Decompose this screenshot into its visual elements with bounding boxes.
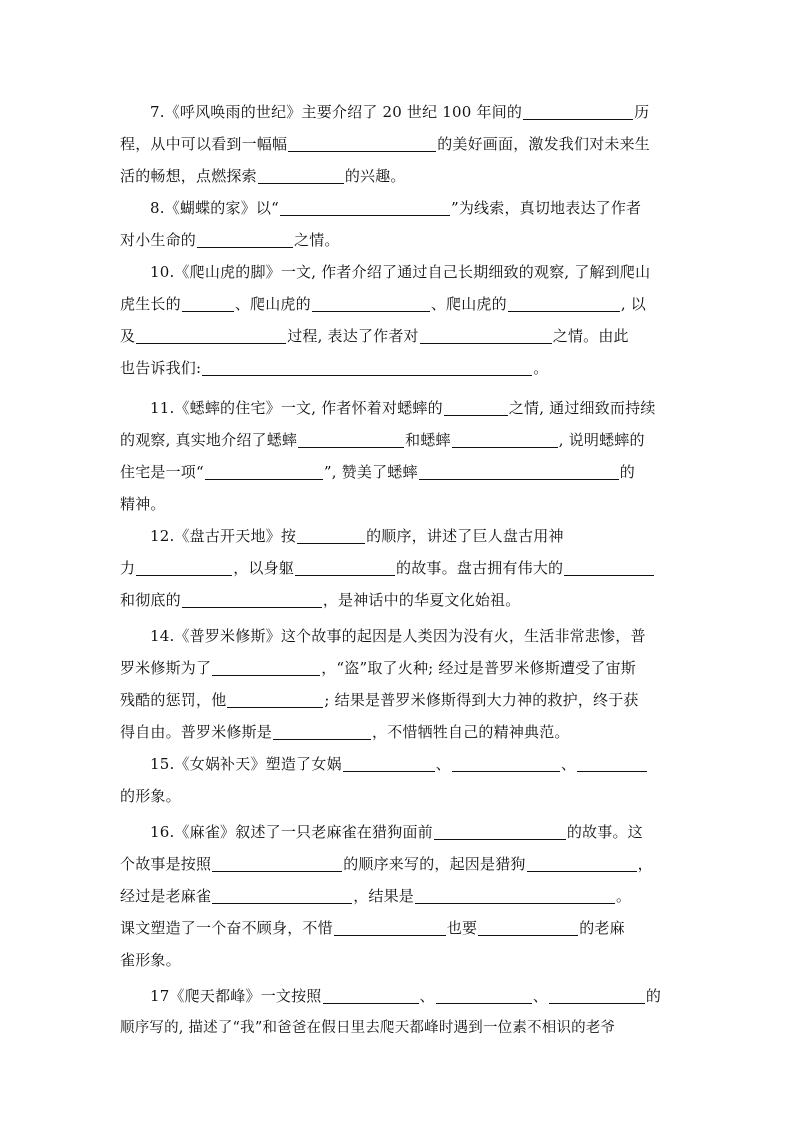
answer-blank[interactable] bbox=[434, 821, 566, 840]
answer-blank[interactable] bbox=[280, 197, 450, 216]
answer-blank[interactable] bbox=[273, 721, 371, 740]
answer-blank[interactable] bbox=[298, 429, 404, 448]
answer-blank[interactable] bbox=[297, 525, 365, 544]
answer-blank[interactable] bbox=[323, 985, 419, 1004]
q7-line-1: 7.《呼风唤雨的世纪》主要介绍了 20 世纪 100 年间的 历 bbox=[150, 103, 650, 121]
answer-blank[interactable] bbox=[452, 753, 560, 772]
answer-blank[interactable] bbox=[444, 397, 508, 416]
answer-blank[interactable] bbox=[436, 985, 532, 1004]
q16-line-4: 课文塑造了一个奋不顾身，不惜 也要 的老麻 bbox=[120, 919, 625, 937]
q11-line-2: 的观察, 真实地介绍了蟋蟀 和蟋蟀 , 说明蟋蟀的 bbox=[120, 431, 645, 449]
q7-line-3: 活的畅想，点燃探索 的兴趣。 bbox=[120, 167, 406, 185]
q17-line-1: 17《爬天都峰》一文按照 、 、 的 bbox=[150, 987, 662, 1005]
answer-blank[interactable] bbox=[205, 461, 323, 480]
q17-line-2: 顺序写的, 描述了“我”和爸爸在假日里去爬天都峰时遇到一位素不相识的老爷 bbox=[120, 1020, 616, 1036]
q14-line-1: 14.《普罗米修斯》这个故事的起因是人类因为没有火，生活非常悲惨，普 bbox=[150, 627, 646, 645]
q10-line-3: 及 过程, 表达了作者对 之情。由此 bbox=[120, 327, 629, 345]
q8-line-2: 对小生命的 之情。 bbox=[120, 231, 340, 249]
answer-blank[interactable] bbox=[478, 917, 578, 936]
q15-line-2: 的形象。 bbox=[120, 787, 181, 805]
answer-blank[interactable] bbox=[523, 101, 633, 120]
answer-blank[interactable] bbox=[549, 985, 645, 1004]
answer-blank[interactable] bbox=[577, 753, 647, 772]
q16-line-3: 经过是老麻雀 ，结果是 。 bbox=[120, 887, 632, 905]
answer-blank[interactable] bbox=[182, 293, 234, 312]
answer-blank[interactable] bbox=[202, 357, 532, 376]
q10-line-4: 也告诉我们: 。 bbox=[120, 359, 549, 377]
answer-blank[interactable] bbox=[212, 853, 342, 872]
q12-line-2: 力 ，以身躯 的故事。盘古拥有伟大的 bbox=[120, 552, 680, 584]
answer-blank[interactable] bbox=[419, 461, 619, 480]
answer-blank[interactable] bbox=[312, 293, 430, 312]
answer-blank[interactable] bbox=[212, 657, 320, 676]
answer-blank[interactable] bbox=[343, 753, 435, 772]
answer-blank[interactable] bbox=[288, 133, 436, 152]
q10-line-1: 10.《爬山虎的脚》一文, 作者介绍了通过自己长期细致的观察, 了解到爬山 bbox=[150, 263, 651, 281]
q8-line-1: 8.《蝴蝶的家》以“ ”为线索，真切地表达了作者 bbox=[150, 199, 642, 217]
answer-blank[interactable] bbox=[295, 557, 395, 576]
q11-line-4: 精神。 bbox=[120, 495, 166, 513]
q11-line-1: 11.《蟋蟀的住宅》一文, 作者怀着对蟋蟀的 之情, 通过细致而持续 bbox=[150, 399, 656, 417]
q16-line-1: 16.《麻雀》叙述了一只老麻雀在猎狗面前 的故事。这 bbox=[150, 823, 643, 841]
q14-line-3: 残酷的惩罚，他 ; 结果是普罗米修斯得到大力神的救护，终于获 bbox=[120, 691, 639, 709]
q16-line-5: 雀形象。 bbox=[120, 951, 181, 969]
answer-blank[interactable] bbox=[452, 429, 558, 448]
answer-blank[interactable] bbox=[197, 229, 293, 248]
q15-line-1: 15.《女娲补天》塑造了女娲 、 、 bbox=[150, 748, 680, 780]
q7-line-2: 程，从中可以看到一幅幅 的美好画面，激发我们对未来生 bbox=[120, 135, 651, 153]
answer-blank[interactable] bbox=[334, 917, 446, 936]
answer-blank[interactable] bbox=[227, 689, 323, 708]
answer-blank[interactable] bbox=[258, 165, 344, 184]
answer-blank[interactable] bbox=[420, 325, 552, 344]
answer-blank[interactable] bbox=[415, 885, 615, 904]
answer-blank[interactable] bbox=[527, 853, 637, 872]
answer-blank[interactable] bbox=[182, 589, 322, 608]
q16-line-2: 个故事是按照 的顺序来写的，起因是猎狗 ， bbox=[120, 855, 653, 873]
q10-line-2: 虎生长的 、爬山虎的 、爬山虎的 , 以 bbox=[120, 295, 646, 313]
q14-line-2: 罗米修斯为了 ，“盗”取了火种; 经过是普罗米修斯遭受了宙斯 bbox=[120, 659, 636, 677]
q14-line-4: 得自由。普罗米修斯是 ，不惜牺牲自己的精神典范。 bbox=[120, 723, 570, 741]
q12-line-3: 和彻底的 ，是神话中的华夏文化始祖。 bbox=[120, 591, 521, 609]
answer-blank[interactable] bbox=[212, 885, 352, 904]
answer-blank[interactable] bbox=[136, 325, 286, 344]
q12-line-1: 12.《盘古开天地》按 的顺序，讲述了巨人盘古用神 bbox=[150, 527, 564, 545]
answer-blank[interactable] bbox=[508, 293, 620, 312]
answer-blank[interactable] bbox=[136, 557, 232, 576]
answer-blank[interactable] bbox=[564, 557, 654, 576]
q11-line-3: 住宅是一项“ ”, 赞美了蟋蟀 的 bbox=[120, 463, 635, 481]
